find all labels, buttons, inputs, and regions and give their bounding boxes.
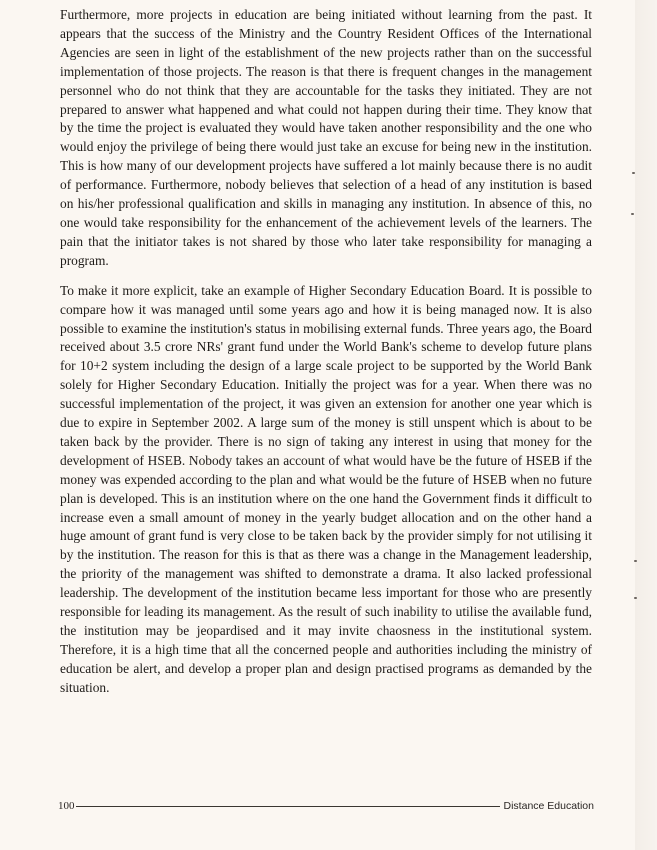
page-footer [58,800,594,812]
page-number: 100 [58,800,75,812]
scan-speck [634,597,637,599]
running-title: Distance Education [503,800,594,812]
page-body [60,6,592,698]
page-edge [635,0,657,850]
paragraph-2: To make it more explicit, take an example of Higher Secondary Education Board. It is possible to compare how it was managed until some years ago and how it is being managed now. It is also possible to examine the institution's status in mobilising external funds. Three years ago, the Board received about 3.5 crore NRs' grant fund under the World Bank's scheme to develop future plans for 10+2 system including the design of a large scale project to be supported by the World Bank solely for Higher Secondary Education. Initially the project was for a year. When there was no successful implementation of the project, it was given an extension for another one year which is due to expire in September 2002. A large sum of the money is still unspent which is about to be taken back by the provider. There is no sign of taking any interest in using that money for the development of HSEB. Nobody takes an account of what would have be the future of HSEB if the money was expended according to the plan and what would be the future of HSEB when no future plan is developed. This is an institution where on the one hand the Government finds it difficult to increase even a small amount of money in the yearly budget allocation and on the other hand a huge amount of grant fund is very close to be taken back by the provider simply for not utilising it by the institution. The reason for this is that as there was a change in the Management leadership, the priority of the management was shifted to demonstrate a drama. It also lacked professional leadership. The development of the institution became less important for those who are presently responsible for leading its management. As the result of such inability to utilise the available fund, the institution may be jeopardised and it may invite chaosness in the institutional system. Therefore, it is a high time that all the concerned people and authorities including the ministry of education be alert, and develop a proper plan and design practised programs as demanded by the situation. [60,282,592,695]
footer-rule [76,806,500,807]
scan-speck [631,213,634,215]
scan-speck [634,560,637,562]
scan-speck [632,172,635,174]
paragraph-1: Furthermore, more projects in education are being initiated without learning from the past. It appears that the success of the Ministry and the Country Resident Offices of the International Agencies are seen in light of the establishment of the new projects rather than on the successful implementation of those projects. The reason is that there is frequent changes in the management personnel who do not think that they are accountable for the tasks they initiated. They are not prepared to answer what happened and what could not happen during their time. They know that by the time the project is evaluated they would have taken another responsibility and the one who would enjoy the privilege of being there would just take an excuse for being new in the institution. This is how many of our development projects have suffered a lot mainly because there is no audit of performance. Furthermore, nobody believes that selection of a head of any institution is based on his/her professional qualification and skills in managing any institution. In absence of this, no one would take responsibility for the enhancement of the achievement levels of the learners. The pain that the initiator takes is not shared by those who later take responsibility for managing a program. [60,7,592,268]
